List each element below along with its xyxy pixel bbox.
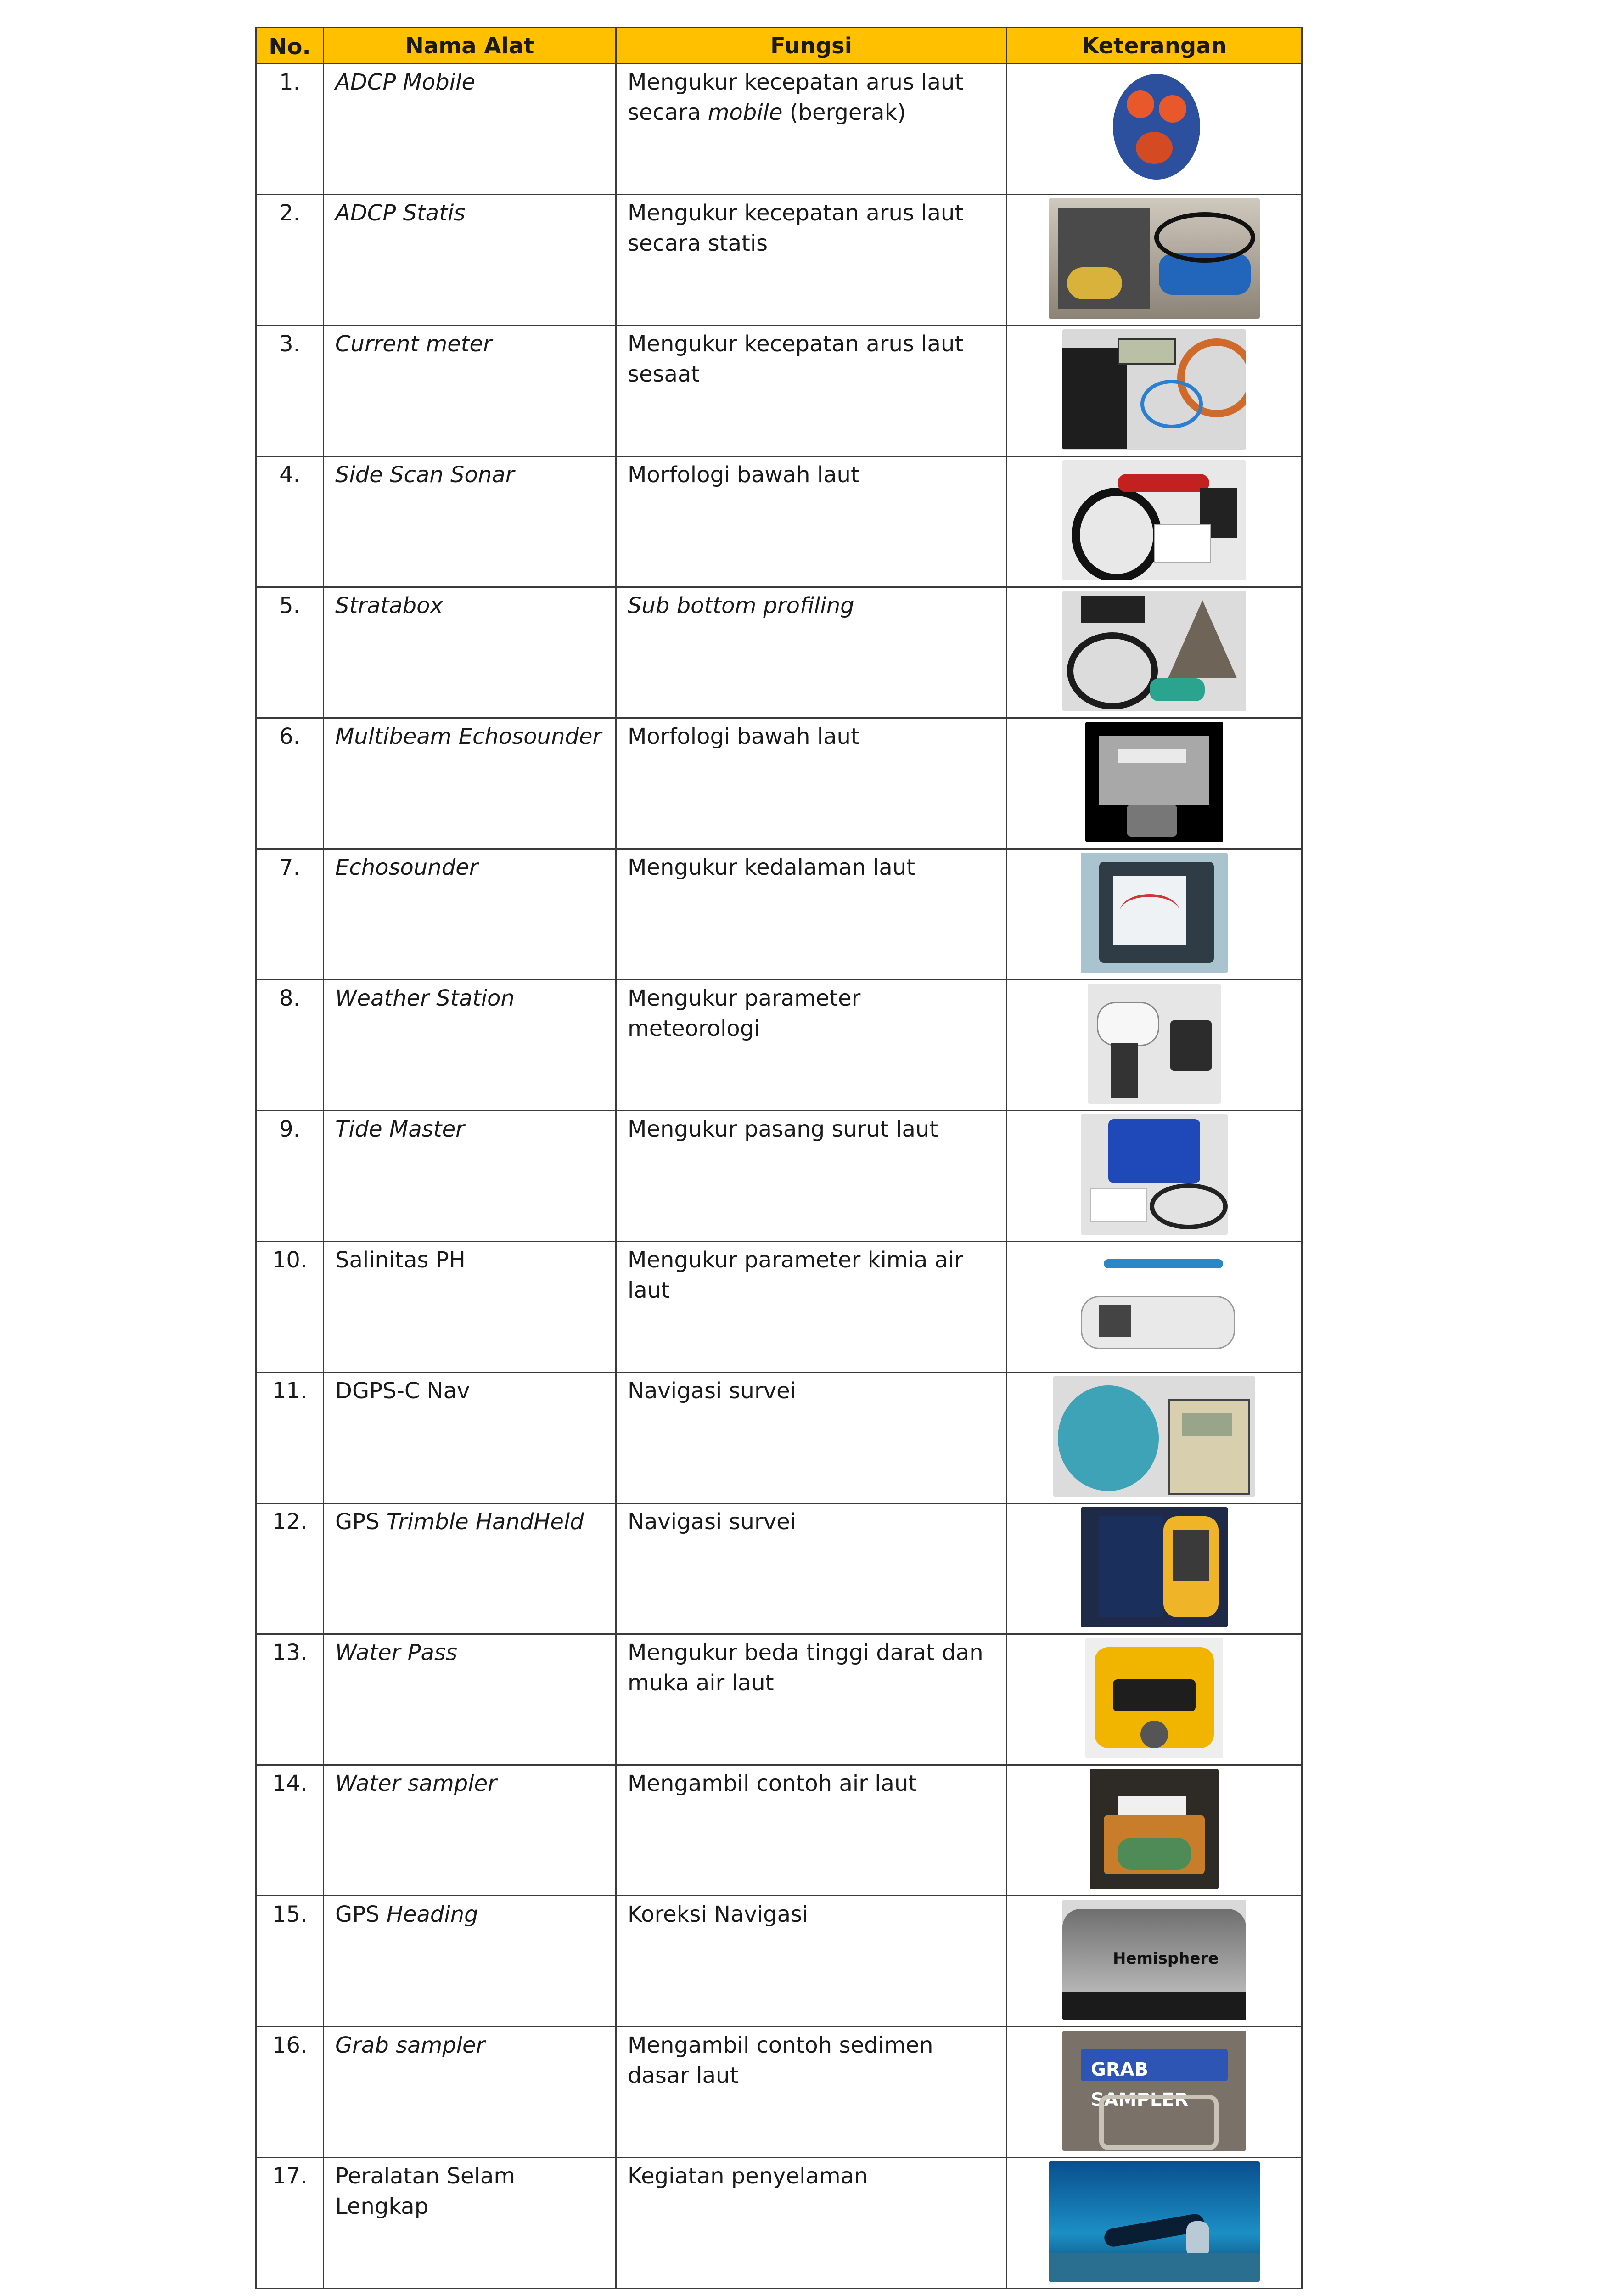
row-number-text: 17. <box>272 2163 308 2189</box>
equipment-photo <box>1007 195 1301 322</box>
row-number-text: 1. <box>279 69 300 95</box>
function-text: Koreksi Navigasi <box>628 1902 809 1927</box>
water-pass-photo <box>1085 1638 1223 1758</box>
equipment-photo <box>1007 1373 1301 1500</box>
equipment-name-italic: Grab sampler <box>335 2032 485 2058</box>
function-text: Mengukur kedalaman laut <box>628 855 915 880</box>
equipment-name-italic: Tide Master <box>335 1116 465 1142</box>
photo-shape <box>1049 2253 1260 2282</box>
row-number <box>256 1896 324 2027</box>
table-row <box>256 1765 1302 1896</box>
row-number <box>256 2027 324 2158</box>
equipment-name-cell <box>324 1634 616 1765</box>
keterangan-cell <box>1007 1111 1302 1242</box>
table-row <box>256 326 1302 456</box>
function-cell <box>616 1111 1007 1242</box>
weather-station-photo <box>1088 984 1221 1104</box>
photo-shape <box>1118 1838 1191 1870</box>
table-header-row <box>256 28 1302 64</box>
row-number-text: 2. <box>279 200 300 226</box>
photo-shape <box>1182 1413 1232 1436</box>
equipment-name-italic: Weather Station <box>335 985 515 1011</box>
equipment-name-regular: Peralatan Selam Lengkap <box>335 2163 516 2219</box>
row-number-text: 4. <box>279 462 300 488</box>
photo-shape <box>1090 1188 1147 1222</box>
table-row <box>256 849 1302 980</box>
equipment-photo <box>1007 850 1301 976</box>
photo-shape <box>1136 132 1173 164</box>
keterangan-cell <box>1007 1634 1302 1765</box>
equipment-table <box>255 27 1303 2289</box>
function-cell <box>616 1634 1007 1765</box>
keterangan-cell <box>1007 1503 1302 1634</box>
function-cell <box>616 64 1007 195</box>
row-number-text: 3. <box>279 331 300 357</box>
equipment-name-regular: Salinitas PH <box>335 1247 466 1273</box>
table-row <box>256 980 1302 1111</box>
table-row <box>256 1634 1302 1765</box>
keterangan-cell <box>1007 2027 1302 2158</box>
equipment-name-italic: Side Scan Sonar <box>335 462 515 488</box>
table-row <box>256 1242 1302 1373</box>
photo-shape <box>1099 1305 1131 1337</box>
equipment-photo <box>1007 2158 1301 2285</box>
row-number <box>256 1634 324 1765</box>
photo-shape <box>1113 1679 1196 1711</box>
row-number-text: 6. <box>279 724 300 749</box>
photo-shape <box>1058 1385 1159 1491</box>
row-number <box>256 64 324 195</box>
photo-shape <box>1127 805 1177 837</box>
stratabox-photo <box>1062 591 1246 711</box>
function-text: Mengukur parameter meteorologi <box>628 985 861 1041</box>
row-number <box>256 849 324 980</box>
photo-shape <box>1099 1516 1163 1617</box>
row-number <box>256 718 324 849</box>
table-row <box>256 1503 1302 1634</box>
equipment-photo <box>1007 588 1301 715</box>
photo-shape <box>1111 1043 1138 1098</box>
equipment-name-cell <box>324 587 616 718</box>
keterangan-cell <box>1007 849 1302 980</box>
table-row <box>256 2158 1302 2289</box>
equipment-name-italic: ADCP Statis <box>335 200 466 226</box>
equipment-name-italic: Multibeam Echosounder <box>335 724 602 749</box>
photo-shape <box>1150 678 1205 701</box>
equipment-name-cell <box>324 718 616 849</box>
keterangan-cell <box>1007 1373 1302 1503</box>
equipment-name-italic: ADCP Mobile <box>335 69 475 95</box>
table-row <box>256 718 1302 849</box>
keterangan-cell <box>1007 980 1302 1111</box>
row-number <box>256 195 324 326</box>
equipment-name-italic: Echosounder <box>335 855 478 880</box>
table-row <box>256 1373 1302 1503</box>
keterangan-cell <box>1007 456 1302 587</box>
function-cell <box>616 980 1007 1111</box>
equipment-name-cell <box>324 1111 616 1242</box>
equipment-photo <box>1007 64 1301 191</box>
photo-shape <box>1170 1020 1212 1071</box>
photo-shape <box>1108 1119 1200 1183</box>
row-number <box>256 456 324 587</box>
equipment-name-italic: Water Pass <box>335 1640 457 1666</box>
equipment-name-cell <box>324 1503 616 1634</box>
equipment-name-cell <box>324 980 616 1111</box>
row-number <box>256 1242 324 1373</box>
function-text: Mengukur kecepatan arus laut sesaat <box>628 331 964 387</box>
header-name: Nama Alat <box>324 28 616 64</box>
function-cell <box>616 1373 1007 1503</box>
header-function: Fungsi <box>616 28 1007 64</box>
water-sampler-photo <box>1090 1769 1219 1889</box>
photo-shape <box>1097 1002 1159 1046</box>
function-cell <box>616 718 1007 849</box>
keterangan-cell <box>1007 195 1302 326</box>
photo-shape <box>1173 1530 1209 1581</box>
row-number <box>256 1503 324 1634</box>
gps-heading-photo <box>1062 1900 1246 2020</box>
grab-sampler-photo <box>1062 2031 1246 2151</box>
diving-photo <box>1049 2161 1260 2282</box>
photo-shape <box>1062 1992 1246 2020</box>
equipment-photo <box>1007 1504 1301 1631</box>
function-text: Kegiatan penyelaman <box>628 2163 868 2189</box>
photo-shape <box>1099 2095 1219 2150</box>
equipment-name-regular: GPS <box>335 1902 387 1927</box>
function-cell <box>616 1896 1007 2027</box>
row-number <box>256 1765 324 1896</box>
multibeam-photo <box>1085 722 1223 842</box>
function-cell <box>616 2027 1007 2158</box>
current-meter-photo <box>1062 329 1246 450</box>
row-number-text: 7. <box>279 855 300 880</box>
side-scan-sonar-photo <box>1062 460 1246 580</box>
function-text: Morfologi bawah laut <box>628 462 859 488</box>
row-number <box>256 2158 324 2289</box>
equipment-name-regular: DGPS-C Nav <box>335 1378 470 1404</box>
function-text: Navigasi survei <box>628 1509 796 1535</box>
function-text-italic: mobile <box>708 100 783 125</box>
keterangan-cell <box>1007 1765 1302 1896</box>
function-text: Mengukur kecepatan arus laut secara statis <box>628 200 964 256</box>
table-row <box>256 64 1302 195</box>
function-cell <box>616 1242 1007 1373</box>
equipment-photo <box>1007 457 1301 584</box>
row-number-text: 13. <box>272 1640 308 1666</box>
photo-shape <box>1120 894 1179 929</box>
equipment-name-cell <box>324 1896 616 2027</box>
equipment-name-cell <box>324 849 616 980</box>
photo-shape <box>1159 95 1186 123</box>
equipment-name-cell <box>324 195 616 326</box>
equipment-photo <box>1007 1635 1301 1761</box>
function-cell <box>616 326 1007 456</box>
photo-shape <box>1154 524 1211 563</box>
row-number <box>256 1111 324 1242</box>
equipment-photo <box>1007 980 1301 1107</box>
adcp-statis-photo <box>1049 198 1260 319</box>
equipment-photo <box>1007 326 1301 453</box>
equipment-name-cell <box>324 1242 616 1373</box>
equipment-name-italic: Stratabox <box>335 593 443 619</box>
table-row <box>256 456 1302 587</box>
grab-sampler-label: GRAB SAMPLER <box>1091 2059 1189 2110</box>
table-row <box>256 587 1302 718</box>
function-text: Navigasi survei <box>628 1378 796 1404</box>
equipment-photo <box>1007 1766 1301 1892</box>
equipment-photo <box>1007 1111 1301 1238</box>
photo-shape <box>1118 474 1209 492</box>
row-number-text: 12. <box>272 1509 308 1535</box>
equipment-name-italic: Trimble HandHeld <box>386 1509 584 1535</box>
table-body <box>256 64 1302 2289</box>
row-number-text: 10. <box>272 1247 308 1273</box>
keterangan-cell <box>1007 64 1302 195</box>
table-row <box>256 2027 1302 2158</box>
photo-shape <box>1168 600 1237 678</box>
row-number-text: 11. <box>272 1378 308 1404</box>
equipment-photo <box>1007 1896 1301 2023</box>
row-number-text: 8. <box>279 985 300 1011</box>
function-cell <box>616 1503 1007 1634</box>
function-cell <box>616 587 1007 718</box>
gps-trimble-photo <box>1081 1507 1228 1627</box>
photo-shape <box>1154 212 1255 263</box>
function-text: Mengukur pasang surut laut <box>628 1116 938 1142</box>
photo-shape <box>1072 488 1162 580</box>
equipment-name-cell <box>324 326 616 456</box>
function-cell <box>616 1765 1007 1896</box>
function-cell <box>616 849 1007 980</box>
photo-shape <box>1067 632 1158 709</box>
function-text: Morfologi bawah laut <box>628 724 859 749</box>
dgps-photo <box>1053 1376 1255 1497</box>
equipment-photo <box>1007 719 1301 845</box>
equipment-name-italic: Heading <box>386 1902 478 1927</box>
hemisphere-logo: Hemisphere <box>1113 1949 1219 1968</box>
photo-shape <box>1118 749 1186 763</box>
row-number-text: 9. <box>279 1116 300 1142</box>
header-no: No. <box>256 28 324 64</box>
function-cell <box>616 195 1007 326</box>
table-row <box>256 195 1302 326</box>
equipment-name-cell <box>324 2027 616 2158</box>
photo-shape <box>1062 348 1127 449</box>
photo-shape <box>1186 2221 1209 2258</box>
keterangan-cell <box>1007 1242 1302 1373</box>
photo-shape <box>1127 90 1154 118</box>
keterangan-cell <box>1007 2158 1302 2289</box>
table-row <box>256 1111 1302 1242</box>
equipment-name-cell <box>324 1373 616 1503</box>
function-text: Mengukur beda tinggi darat dan muka air laut <box>628 1640 983 1696</box>
row-number <box>256 980 324 1111</box>
salinitas-ph-photo <box>1067 1245 1241 1366</box>
function-cell <box>616 456 1007 587</box>
row-number <box>256 587 324 718</box>
echosounder-photo <box>1081 853 1228 973</box>
equipment-photo <box>1007 2027 1301 2154</box>
equipment-name-cell <box>324 64 616 195</box>
function-text-tail: (bergerak) <box>782 100 906 125</box>
function-cell <box>616 2158 1007 2289</box>
equipment-name-italic: Current meter <box>335 331 492 357</box>
keterangan-cell <box>1007 1896 1302 2027</box>
photo-shape <box>1104 1259 1223 1268</box>
adcp-mobile-photo <box>1081 68 1228 188</box>
row-number <box>256 326 324 456</box>
photo-shape <box>1118 1796 1186 1815</box>
row-number-text: 5. <box>279 593 300 619</box>
tide-master-photo <box>1081 1114 1228 1235</box>
equipment-name-cell <box>324 1765 616 1896</box>
function-text: Mengukur parameter kimia air laut <box>628 1247 964 1303</box>
row-number-text: 15. <box>272 1902 308 1927</box>
function-text: Mengambil contoh sedimen dasar laut <box>628 2032 933 2088</box>
equipment-name-cell <box>324 456 616 587</box>
function-text: Mengambil contoh air laut <box>628 1771 917 1796</box>
row-number <box>256 1373 324 1503</box>
row-number-text: 14. <box>272 1771 308 1796</box>
header-keterangan: Keterangan <box>1007 28 1302 64</box>
row-number-text: 16. <box>272 2032 308 2058</box>
function-text-italic: Sub bottom profiling <box>628 593 854 619</box>
equipment-name-cell <box>324 2158 616 2289</box>
photo-shape <box>1150 1183 1228 1229</box>
keterangan-cell <box>1007 326 1302 456</box>
equipment-name-regular: GPS <box>335 1509 387 1535</box>
keterangan-cell <box>1007 587 1302 718</box>
photo-shape <box>1140 1721 1168 1748</box>
photo-shape <box>1140 380 1203 428</box>
equipment-photo <box>1007 1242 1301 1369</box>
photo-shape <box>1067 267 1122 299</box>
equipment-name-italic: Water sampler <box>335 1771 497 1796</box>
photo-shape <box>1099 736 1209 805</box>
keterangan-cell <box>1007 718 1302 849</box>
table-row <box>256 1896 1302 2027</box>
function-text: Mengukur kecepatan arus laut secara <box>628 69 964 125</box>
photo-shape <box>1081 596 1145 623</box>
photo-shape <box>1118 338 1176 365</box>
